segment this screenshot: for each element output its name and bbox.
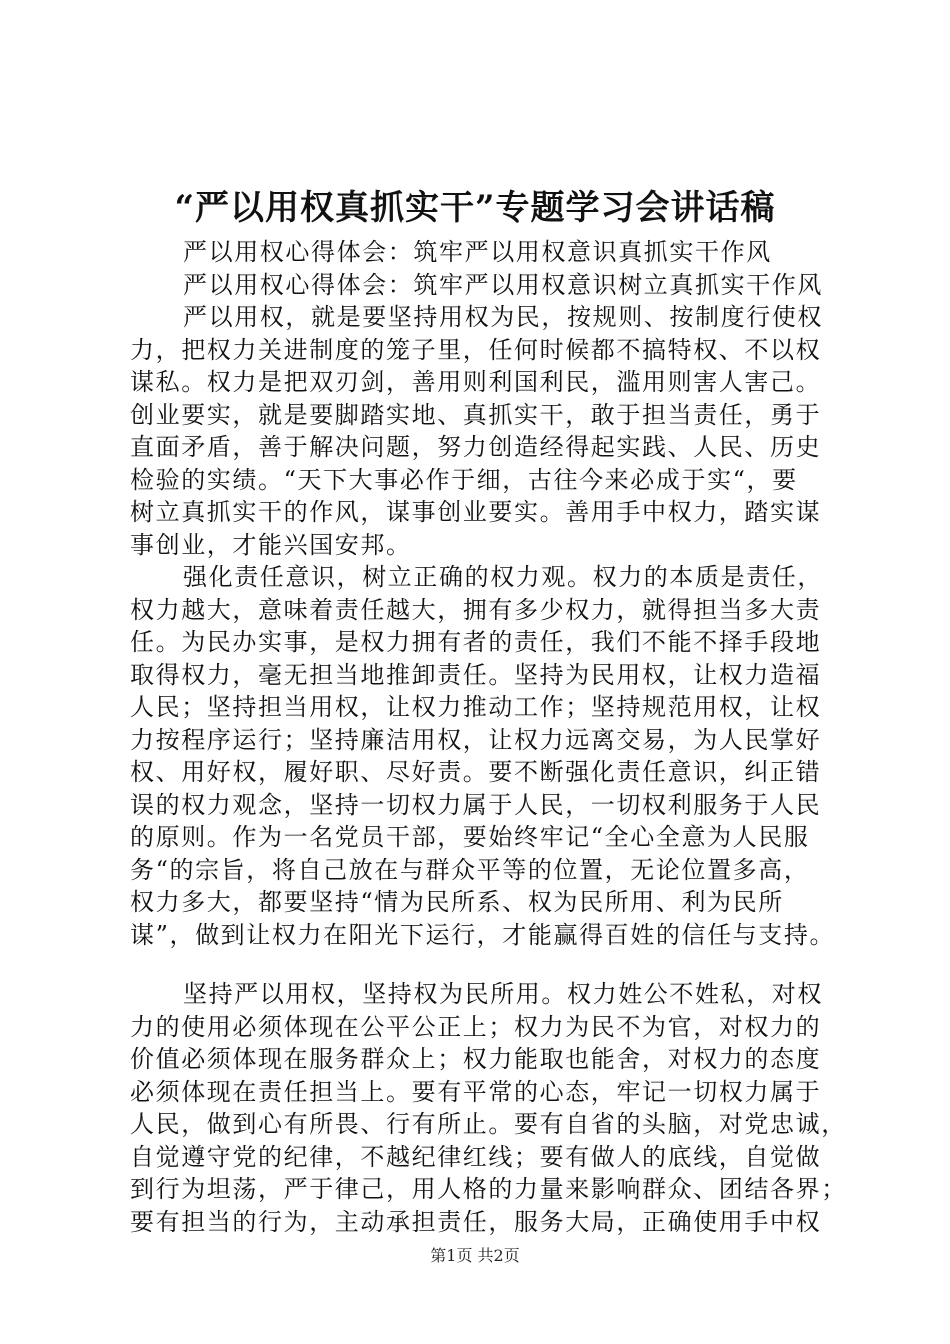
text-line: 人民，做到心有所畏、行有所止。要有自省的头脑，对党忠诚， [130,1110,847,1138]
text-line: 务“的宗旨，将自己放在与群众平等的位置，无论位置多高， [130,855,810,884]
text-line: 权、用好权，履好职、尽好责。要不断强化责任意识，纠正错 [130,758,822,786]
text-line: 任。为民办实事，是权力拥有者的责任，我们不能不择手段地 [130,628,822,656]
text-line: 必须体现在责任担当上。要有平常的心态，牢记一切权力属于 [130,1077,822,1106]
text-line: 检验的实绩。“天下大事必作于细，古往今来必成于实“，要 [130,465,798,494]
text-line: 取得权力，毫无担当地推卸责任。坚持为民用权，让权力造福 [130,660,822,689]
text-line: 力，把权力关进制度的笼子里，任何时候都不搞特权、不以权 [130,335,822,364]
text-line: 强化责任意识，树立正确的权力观。权力的本质是责任， [183,563,823,591]
text-line: 树立真抓实干的作风，谋事创业要实。善用手中权力，踏实谋 [130,498,822,526]
text-line: 直面矛盾，善于解决问题，努力创造经得起实践、人民、历史 [130,433,822,461]
paragraph-1 [130,301,860,561]
text-line: 权力越大，意味着责任越大，拥有多少权力，就得担当多大责 [130,595,822,624]
text-line: 价值必须体现在服务群众上；权力能取也能舍，对权力的态度 [130,1045,822,1073]
subtitle-line: 严以用权心得体会：筑牢严以用权意识树立真抓实干作风 [183,270,823,299]
text-line: 权力多大，都要坚持“情为民所系、权为民所用、利为民所 [130,888,784,916]
text-line: 力的使用必须体现在公平公正上；权力为民不为官，对权力的 [130,1012,822,1041]
document-body [130,236,860,1238]
text-line: 谋私。权力是把双刃剑，善用则利国利民，滥用则害人害己。 [130,368,822,396]
paragraph-2 [130,561,860,951]
page-footer: 第1页 共2页 [430,1246,520,1265]
document-title: “严以用权真抓实干”专题学习会讲话稿 [174,188,776,228]
text-line: 坚持严以用权，坚持权为民所用。权力姓公不姓私，对权 [183,980,823,1008]
text-line: 创业要实，就是要脚踏实地、真抓实干，敢于担当责任，勇于 [130,400,822,429]
text-line: 严以用权，就是要坚持用权为民，按规则、按制度行使权 [183,303,823,331]
subtitle-line: 严以用权心得体会：筑牢严以用权意识真抓实干作风 [183,238,772,266]
text-line: 自觉遵守党的纪律，不越纪律红线；要有做人的底线，自觉做 [130,1142,822,1171]
text-line: 谋”，做到让权力在阳光下运行，才能赢得百姓的信任与支持。 [130,920,836,949]
text-line: 人民；坚持担当用权，让权力推动工作；坚持规范用权，让权 [130,693,822,721]
text-line: 的原则。作为一名党员干部，要始终牢记“全心全意为人民服 [130,823,810,851]
paragraph-spacer [130,951,860,978]
text-line: 要有担当的行为，主动承担责任，服务大局，正确使用手中权 [130,1207,822,1236]
paragraph-3 [130,978,860,1238]
text-line: 事创业，才能兴国安邦。 [130,530,412,559]
text-line: 误的权力观念，坚持一切权力属于人民，一切权利服务于人民 [130,790,822,819]
text-line: 到行为坦荡，严于律己，用人格的力量来影响群众、团结各界； [130,1175,847,1203]
text-line: 力按程序运行；坚持廉洁用权，让权力远离交易，为人民掌好 [130,725,822,754]
